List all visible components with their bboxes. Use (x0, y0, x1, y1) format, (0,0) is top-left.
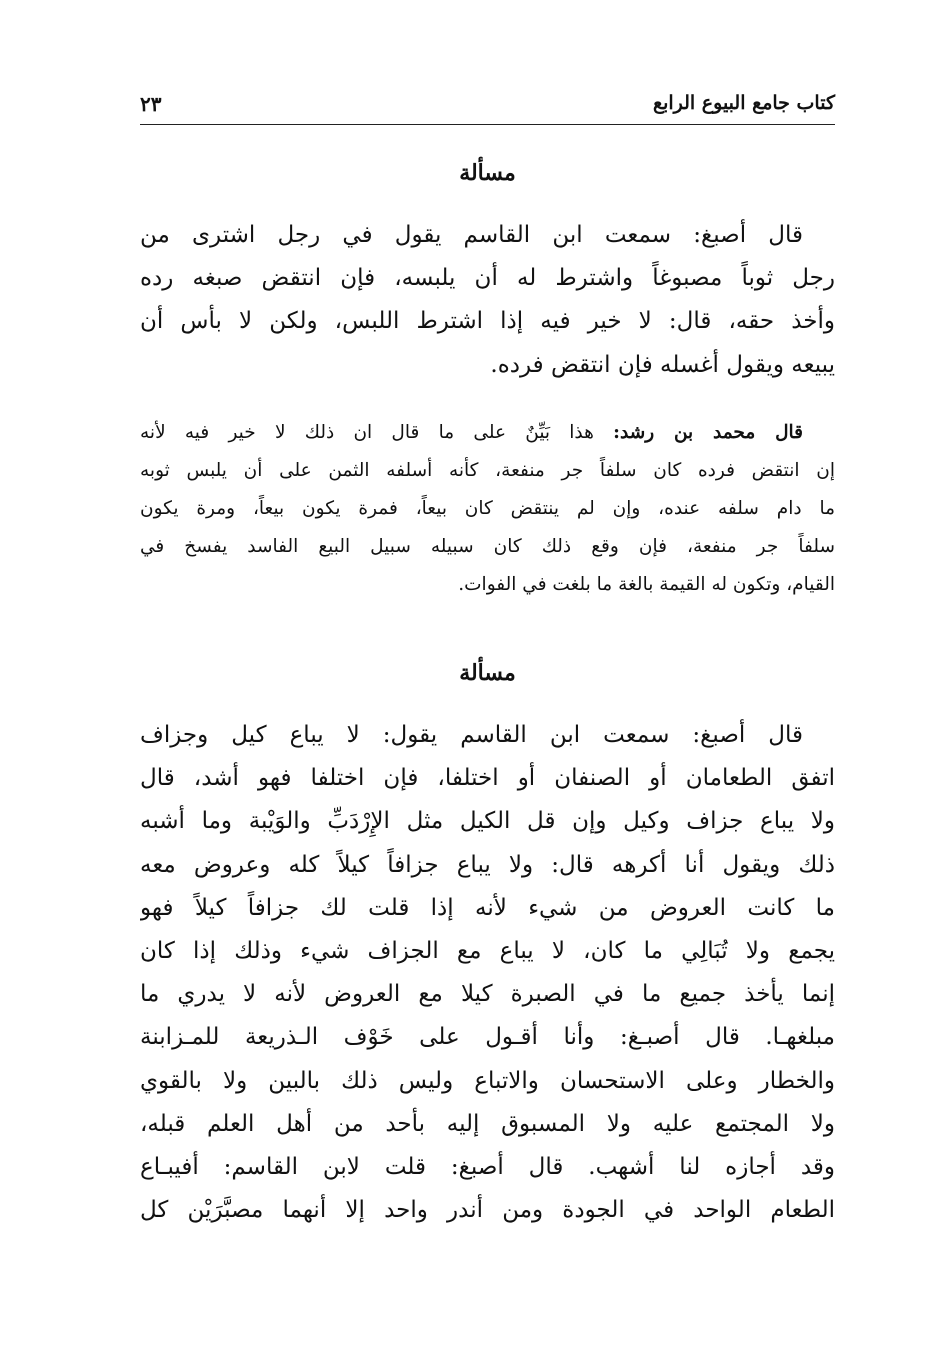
text-line: رجل ثوباً مصبوغاً واشترط له أن يلبسه، فإن انتقض صبغه رده (140, 265, 835, 292)
text-line: مبلغهـا. قال أصبـغ: وأنا أقـول على خَوْف الـذريعة للمـزابنة (140, 1024, 835, 1051)
text-line: ما كانت العروض من شيء لأنه إذا قلت لك جزافاً كيلاً فهو (140, 894, 835, 921)
commentary-text: هذا بَيِّنٌ على ما قال ان ذلك لا خير فيه لأنه (140, 422, 594, 443)
running-header (140, 92, 835, 122)
section-title: مسألة (459, 660, 516, 686)
text-line: ما دام سلفه عنده، وإن لم ينتقض كان بيعاً، فمرة يكون بيعاً، ومرة يكون (140, 498, 835, 519)
text-line: وأخذ حقه، قال: لا خير فيه إذا اشترط اللبس، ولكن لا بأس أن (140, 308, 835, 335)
text-line: سلفاً جر منفعة، فإن وقع ذلك كان سبيله سبيل البيع الفاسد يفسخ في (140, 536, 835, 557)
text-line: قال أصبغ: سمعت ابن القاسم يقول في رجل اشترى من (140, 222, 803, 248)
text-line: إنما يأخذ جميع ما في الصبرة كيلا مع العروض لأنه لا يدري ما (140, 981, 835, 1008)
text-line: وقد أجازه لنا أشهب. قال أصبغ: قلت لابن القاسم: أفيبـاع (140, 1153, 835, 1180)
text-line: القيام، وتكون له القيمة بالغة ما بلغت في الفوات. (458, 574, 835, 595)
text-line: ولا يباع جزاف وكيل وإن قل الكيل مثل الإِرْدَبِّ والوَيْبة وما أشبه (140, 808, 835, 835)
text-line (140, 414, 835, 452)
text-line: ذلك ويقول أنا أكرهه قال: ولا يباع جزافاً كيلاً كله وعروض معه (140, 851, 835, 878)
text-line: يبيعه ويقول أغسله فإن انتقض فرده. (490, 351, 835, 378)
section-title: مسألة (459, 160, 516, 186)
question-paragraph (140, 214, 835, 387)
text-line: اتفق الطعامان أو الصنفان أو اختلفا، فإن اختلفا فهو أشد، قال (140, 765, 835, 792)
text-line: إن انتقض فرده كان سلفاً جر منفعة، كأنه أسلفه الثمن على أن يلبس ثوبه (140, 460, 835, 481)
text-line: قال أصبغ: سمعت ابن القاسم يقول: لا يباع كيل وجزاف (140, 722, 803, 748)
text-line: يجمع ولا تُبَالِي ما كان، لا يباع مع الجزاف شيء وذلك إذا كان (140, 937, 835, 964)
commentary-paragraph (140, 414, 835, 604)
text-line: ولا المجتمع عليه ولا المسبوق إليه بأحد من أهل العلم قبله، (140, 1110, 835, 1137)
running-title: كتاب جامع البيوع الرابع (652, 92, 835, 114)
commentary-speaker: قال محمد بن رشد: (613, 422, 803, 443)
text-line: الطعام الواحد في الجودة ومن أندر واحد إلا أنهما مصبَّرَيْن كل (140, 1197, 835, 1224)
question-paragraph (140, 714, 835, 1232)
header-rule (140, 124, 835, 125)
text-line: والخطار وعلى الاستحسان والاتباع وليس ذلك بالبين ولا بالقوي (140, 1067, 835, 1094)
page-number: ٢٣ (140, 92, 162, 116)
